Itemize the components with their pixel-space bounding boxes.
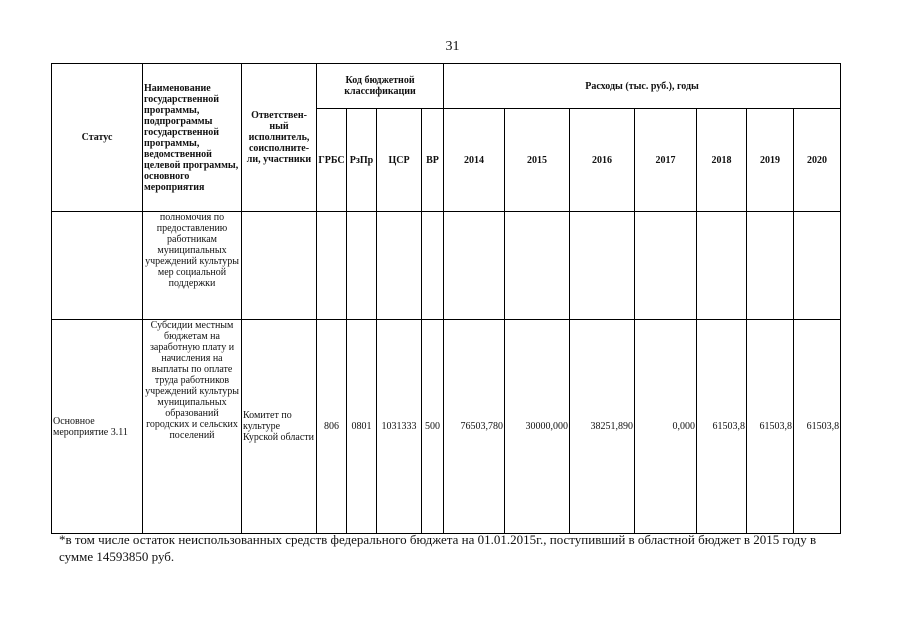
cell-rzpr: 0801 (347, 320, 377, 534)
header-status: Статус (52, 64, 143, 212)
cell-2015: 30000,000 (505, 320, 570, 534)
header-rzpr: РзПр (347, 109, 377, 212)
header-year-2017: 2017 (635, 109, 697, 212)
cell-2016: 38251,890 (570, 320, 635, 534)
cell-2018 (697, 212, 747, 320)
header-executor: Ответствен-ный исполнитель, соисполните-ли, участники (242, 64, 317, 212)
header-csr: ЦСР (377, 109, 422, 212)
cell-csr (377, 212, 422, 320)
cell-2014 (444, 212, 505, 320)
cell-name: Субсидии местным бюджетам на заработную плату и начисления на выплаты по оплате труда работников учреждений культуры муниципальных образований городских и сельских поселений (143, 320, 242, 534)
cell-2016 (570, 212, 635, 320)
header-expenses: Расходы (тыс. руб.), годы (444, 64, 841, 109)
header-year-2019: 2019 (747, 109, 794, 212)
cell-2019 (747, 212, 794, 320)
cell-status (52, 212, 143, 320)
cell-grbs (317, 212, 347, 320)
cell-vr (422, 212, 444, 320)
cell-name: полномочия по предоставлению работникам муниципальных учреждений культуры мер социальной поддержки (143, 212, 242, 320)
cell-vr: 500 (422, 320, 444, 534)
cell-2018: 61503,8 (697, 320, 747, 534)
page-number: 31 (445, 39, 460, 54)
cell-grbs: 806 (317, 320, 347, 534)
budget-table (51, 63, 841, 534)
header-name: Наименование государственной программы, подпрограммы государственной программы, ведомственной целевой программы, основного мероприятия (143, 64, 242, 212)
table-row (52, 320, 841, 534)
cell-2014: 76503,780 (444, 320, 505, 534)
header-vr: ВР (422, 109, 444, 212)
header-year-2018: 2018 (697, 109, 747, 212)
cell-executor: Комитет по культуре Курской области (242, 320, 317, 534)
cell-2017 (635, 212, 697, 320)
header-grbs: ГРБС (317, 109, 347, 212)
header-row-1 (52, 64, 841, 109)
cell-2019: 61503,8 (747, 320, 794, 534)
cell-rzpr (347, 212, 377, 320)
header-year-2014: 2014 (444, 109, 505, 212)
header-year-2020: 2020 (794, 109, 841, 212)
header-budget-code: Код бюджетной классификации (317, 64, 444, 109)
cell-csr: 1031333 (377, 320, 422, 534)
table-row (52, 212, 841, 320)
cell-2017: 0,000 (635, 320, 697, 534)
cell-executor (242, 212, 317, 320)
header-year-2016: 2016 (570, 109, 635, 212)
cell-2020 (794, 212, 841, 320)
cell-2020: 61503,8 (794, 320, 841, 534)
cell-2015 (505, 212, 570, 320)
header-year-2015: 2015 (505, 109, 570, 212)
footnote: *в том числе остаток неиспользованных средств федерального бюджета на 01.01.2015г., поступивший в областной бюджет в 2015 году в сумме 14593850 руб. (59, 532, 817, 564)
cell-status: Основное мероприятие 3.11 (52, 320, 143, 534)
